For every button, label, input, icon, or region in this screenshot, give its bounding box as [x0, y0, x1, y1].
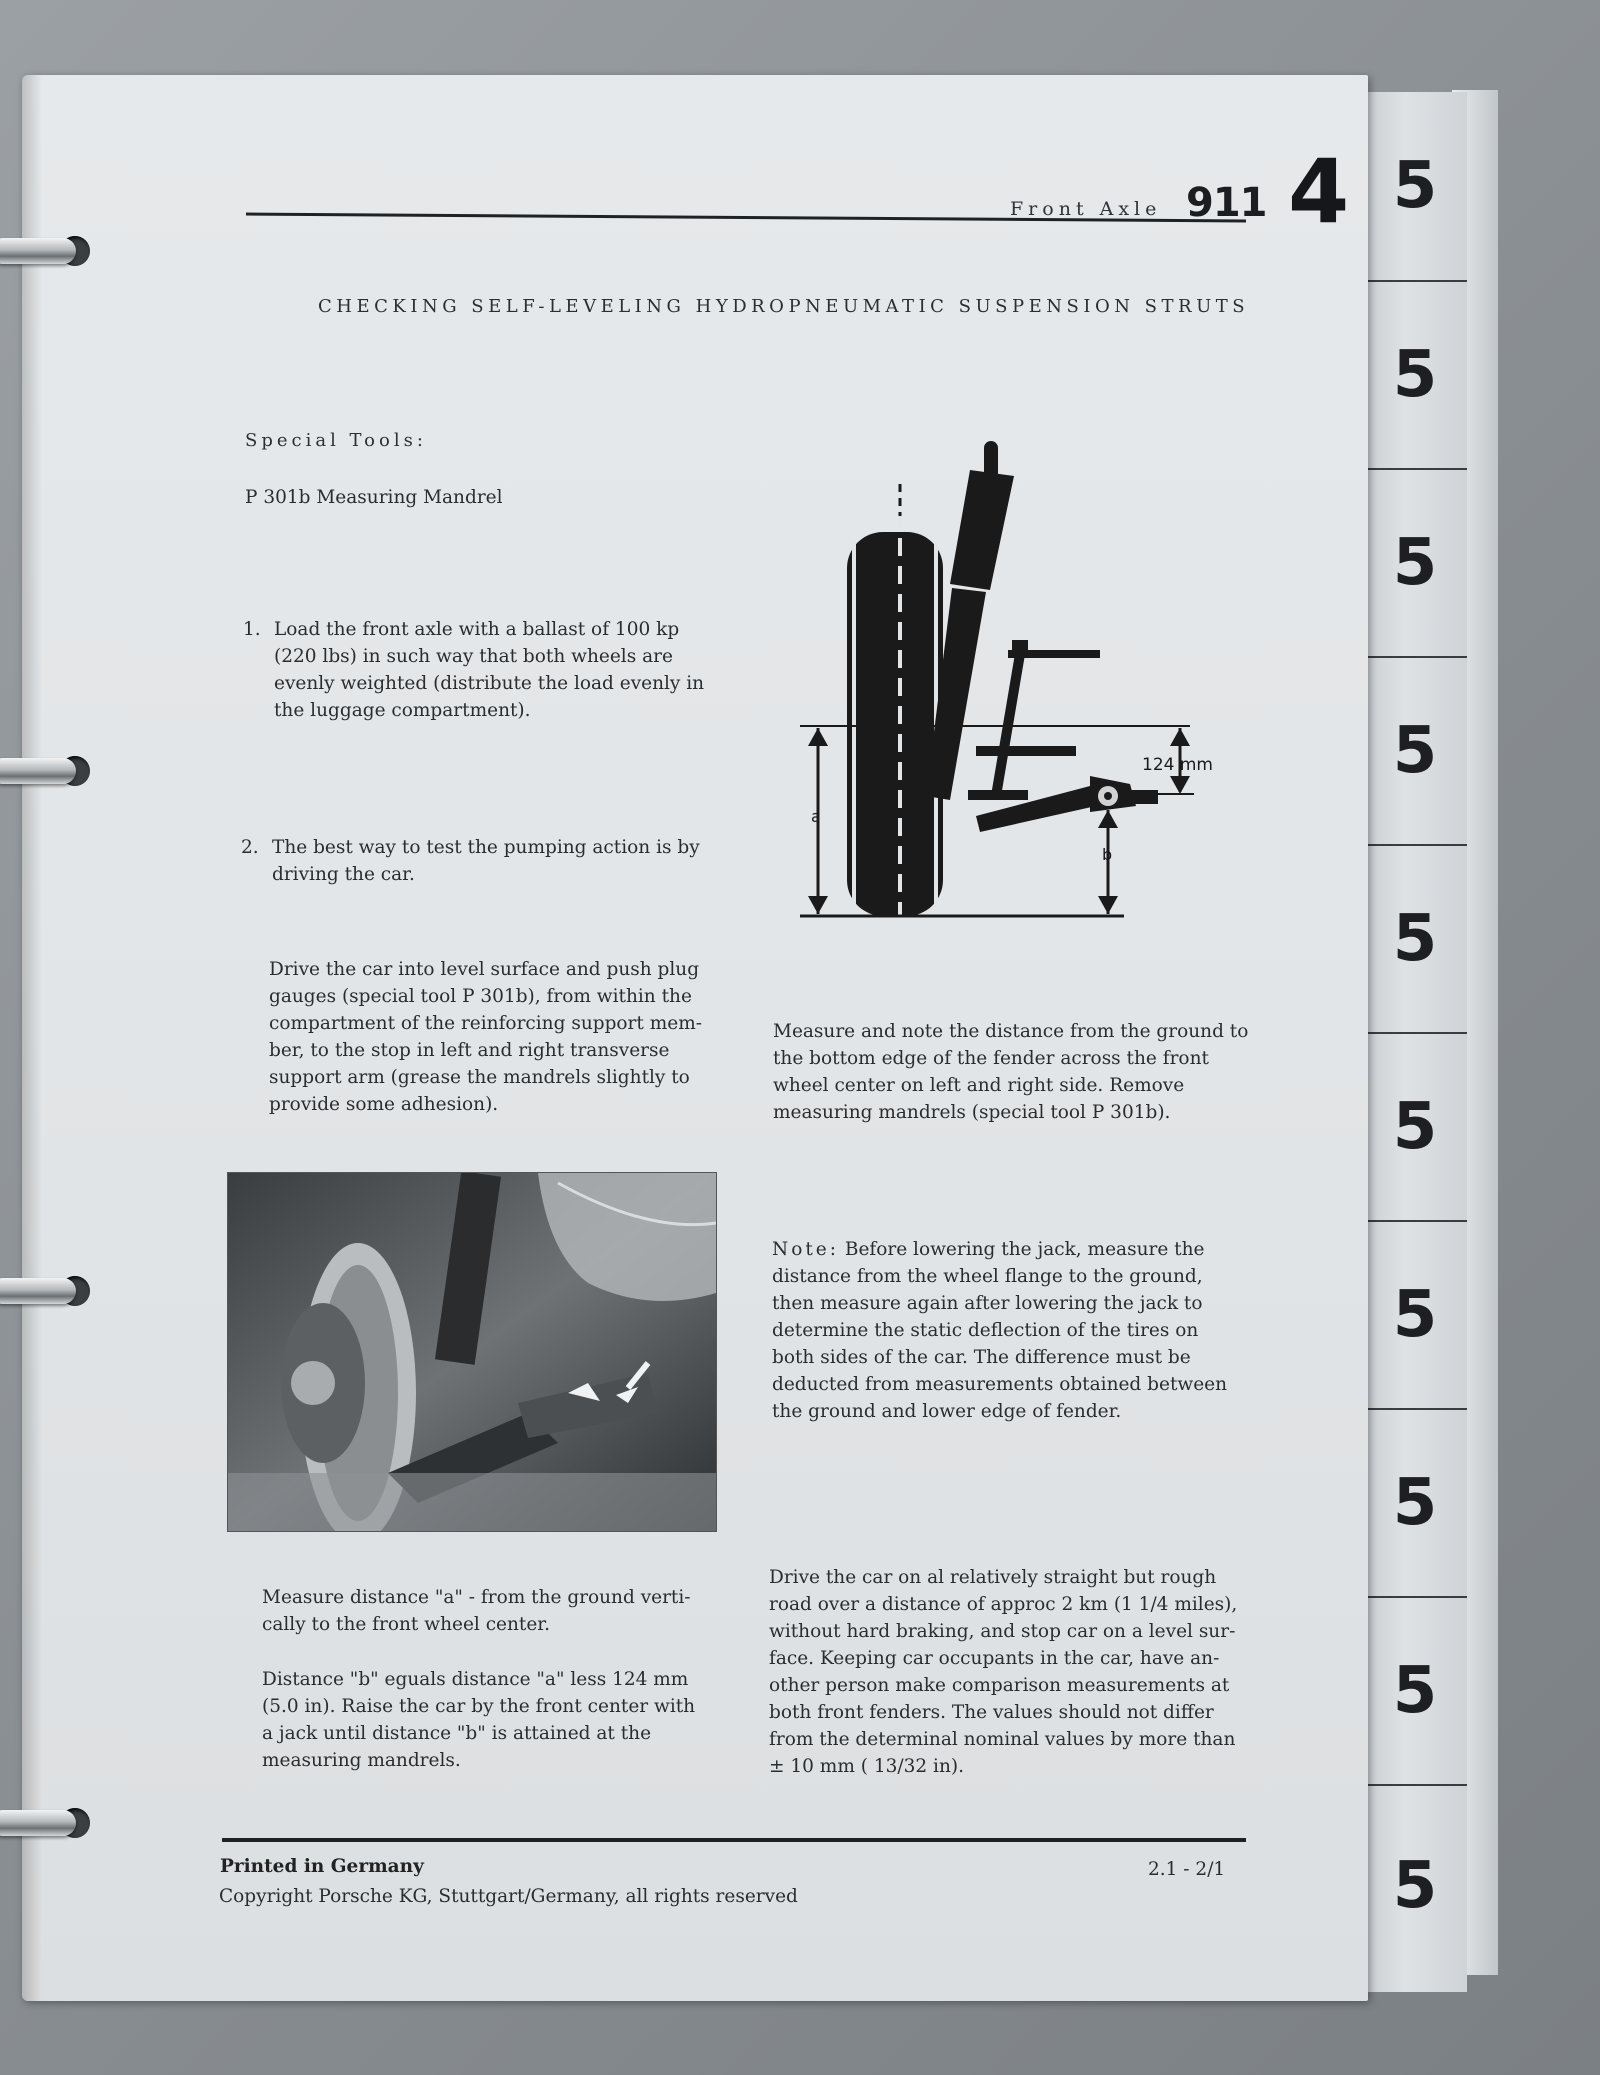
label-a: a: [811, 807, 821, 826]
tab-label: 5: [1392, 526, 1438, 600]
special-tool-item: P 301b Measuring Mandrel: [245, 487, 503, 508]
index-tab-10[interactable]: [1363, 1786, 1467, 1986]
footer-rule: [222, 1838, 1246, 1842]
suspension-arm-icon: [968, 640, 1158, 832]
label-b: b: [1102, 845, 1113, 864]
step-2-number: 2.: [241, 837, 259, 858]
tab-label: 5: [1392, 1090, 1438, 1164]
tab-label: 5: [1392, 338, 1438, 412]
binder-ring-3: [0, 1268, 78, 1312]
tab-label: 5: [1392, 1654, 1438, 1728]
note-text: Before lowering the jack, measure the distance from the wheel flange to the ground, then measure again after lowering the jack to determine the static deflection of the tires on both sides of the car. The difference must be deducted from measurements obtained between the ground and lower edge of fender.: [772, 1239, 1228, 1422]
chapter-number: 4: [1288, 140, 1350, 243]
tab-label: 5: [1392, 1849, 1438, 1923]
index-tab-3[interactable]: [1363, 470, 1467, 658]
note-label: Note:: [772, 1239, 839, 1260]
step-1-text: Load the front axle with a ballast of 100 kp (220 lbs) in such way that both wheels are evenly weighted (distribute the load evenly in the luggage compartment).: [274, 619, 705, 721]
drive-paragraph: Drive the car into level surface and push plug gauges (special tool P 301b), from within the compartment of the reinforcing support mem- ber, to the stop in left and right transverse support arm (grease the mandrels slightly to provide some adhesion).: [269, 959, 702, 1115]
tab-label: 5: [1392, 1278, 1438, 1352]
page-shadow-edge: [22, 75, 42, 2001]
road-test-paragraph: Drive the car on al relatively straight but rough road over a distance of approc 2 km (1 1/4 miles), without hard braking, and stop car on a level sur- face. Keeping car occupants in the car, have an- other person make comparison measurements at both front fenders. The values should not differ from the determinal nominal values by more than ± 10 mm ( 13/32 in).: [769, 1567, 1238, 1777]
page-title: CHECKING SELF-LEVELING HYDROPNEUMATIC SUSPENSION STRUTS: [318, 296, 1250, 317]
index-tab-2[interactable]: [1363, 282, 1467, 470]
tab-label: 5: [1392, 1466, 1438, 1540]
index-tab-4[interactable]: [1363, 658, 1467, 846]
tab-label: 5: [1392, 902, 1438, 976]
index-tab-8[interactable]: [1363, 1410, 1467, 1598]
measure-paragraph: Measure and note the distance from the ground to the bottom edge of the fender across the front wheel center on left and right side. Remove measuring mandrels (special tool P 301b).: [773, 1021, 1249, 1123]
binder-ring-4: [0, 1800, 78, 1844]
binder-ring-2: [0, 748, 78, 792]
index-tab-1[interactable]: [1363, 92, 1467, 282]
distance-b-paragraph: Distance "b" eguals distance "a" less 124 mm (5.0 in). Raise the car by the front center with a jack until distance "b" is attained at the measuring mandrels.: [262, 1669, 696, 1771]
model-number: 911: [1186, 180, 1267, 226]
index-tab-9[interactable]: [1363, 1598, 1467, 1786]
step-1-number: 1.: [243, 619, 261, 640]
measure-a-paragraph: Measure distance "a" - from the ground verti- cally to the front wheel center.: [262, 1587, 691, 1635]
section-title: Front Axle: [1010, 198, 1162, 220]
suspension-photo: [228, 1173, 716, 1531]
index-tab-7[interactable]: [1363, 1222, 1467, 1410]
wheel-tire-icon: [847, 532, 943, 916]
special-tools-heading: Special Tools:: [245, 430, 427, 451]
tab-label: 5: [1392, 149, 1438, 223]
step-2-text: The best way to test the pumping action is by driving the car.: [272, 837, 700, 885]
suspension-diagram: [790, 440, 1230, 930]
index-tab-5[interactable]: [1363, 846, 1467, 1034]
dimension-label: 124 mm: [1142, 755, 1213, 775]
binder-ring-1: [0, 228, 78, 272]
index-tab-6[interactable]: [1363, 1034, 1467, 1222]
printed-in-germany: Printed in Germany: [220, 1856, 424, 1877]
index-tab-strip: [1362, 92, 1467, 1992]
page-reference: 2.1 - 2/1: [1148, 1859, 1226, 1880]
tab-label: 5: [1392, 714, 1438, 788]
note-paragraph: [772, 1236, 1262, 1425]
copyright-line: Copyright Porsche KG, Stuttgart/Germany, all rights reserved: [219, 1886, 798, 1907]
